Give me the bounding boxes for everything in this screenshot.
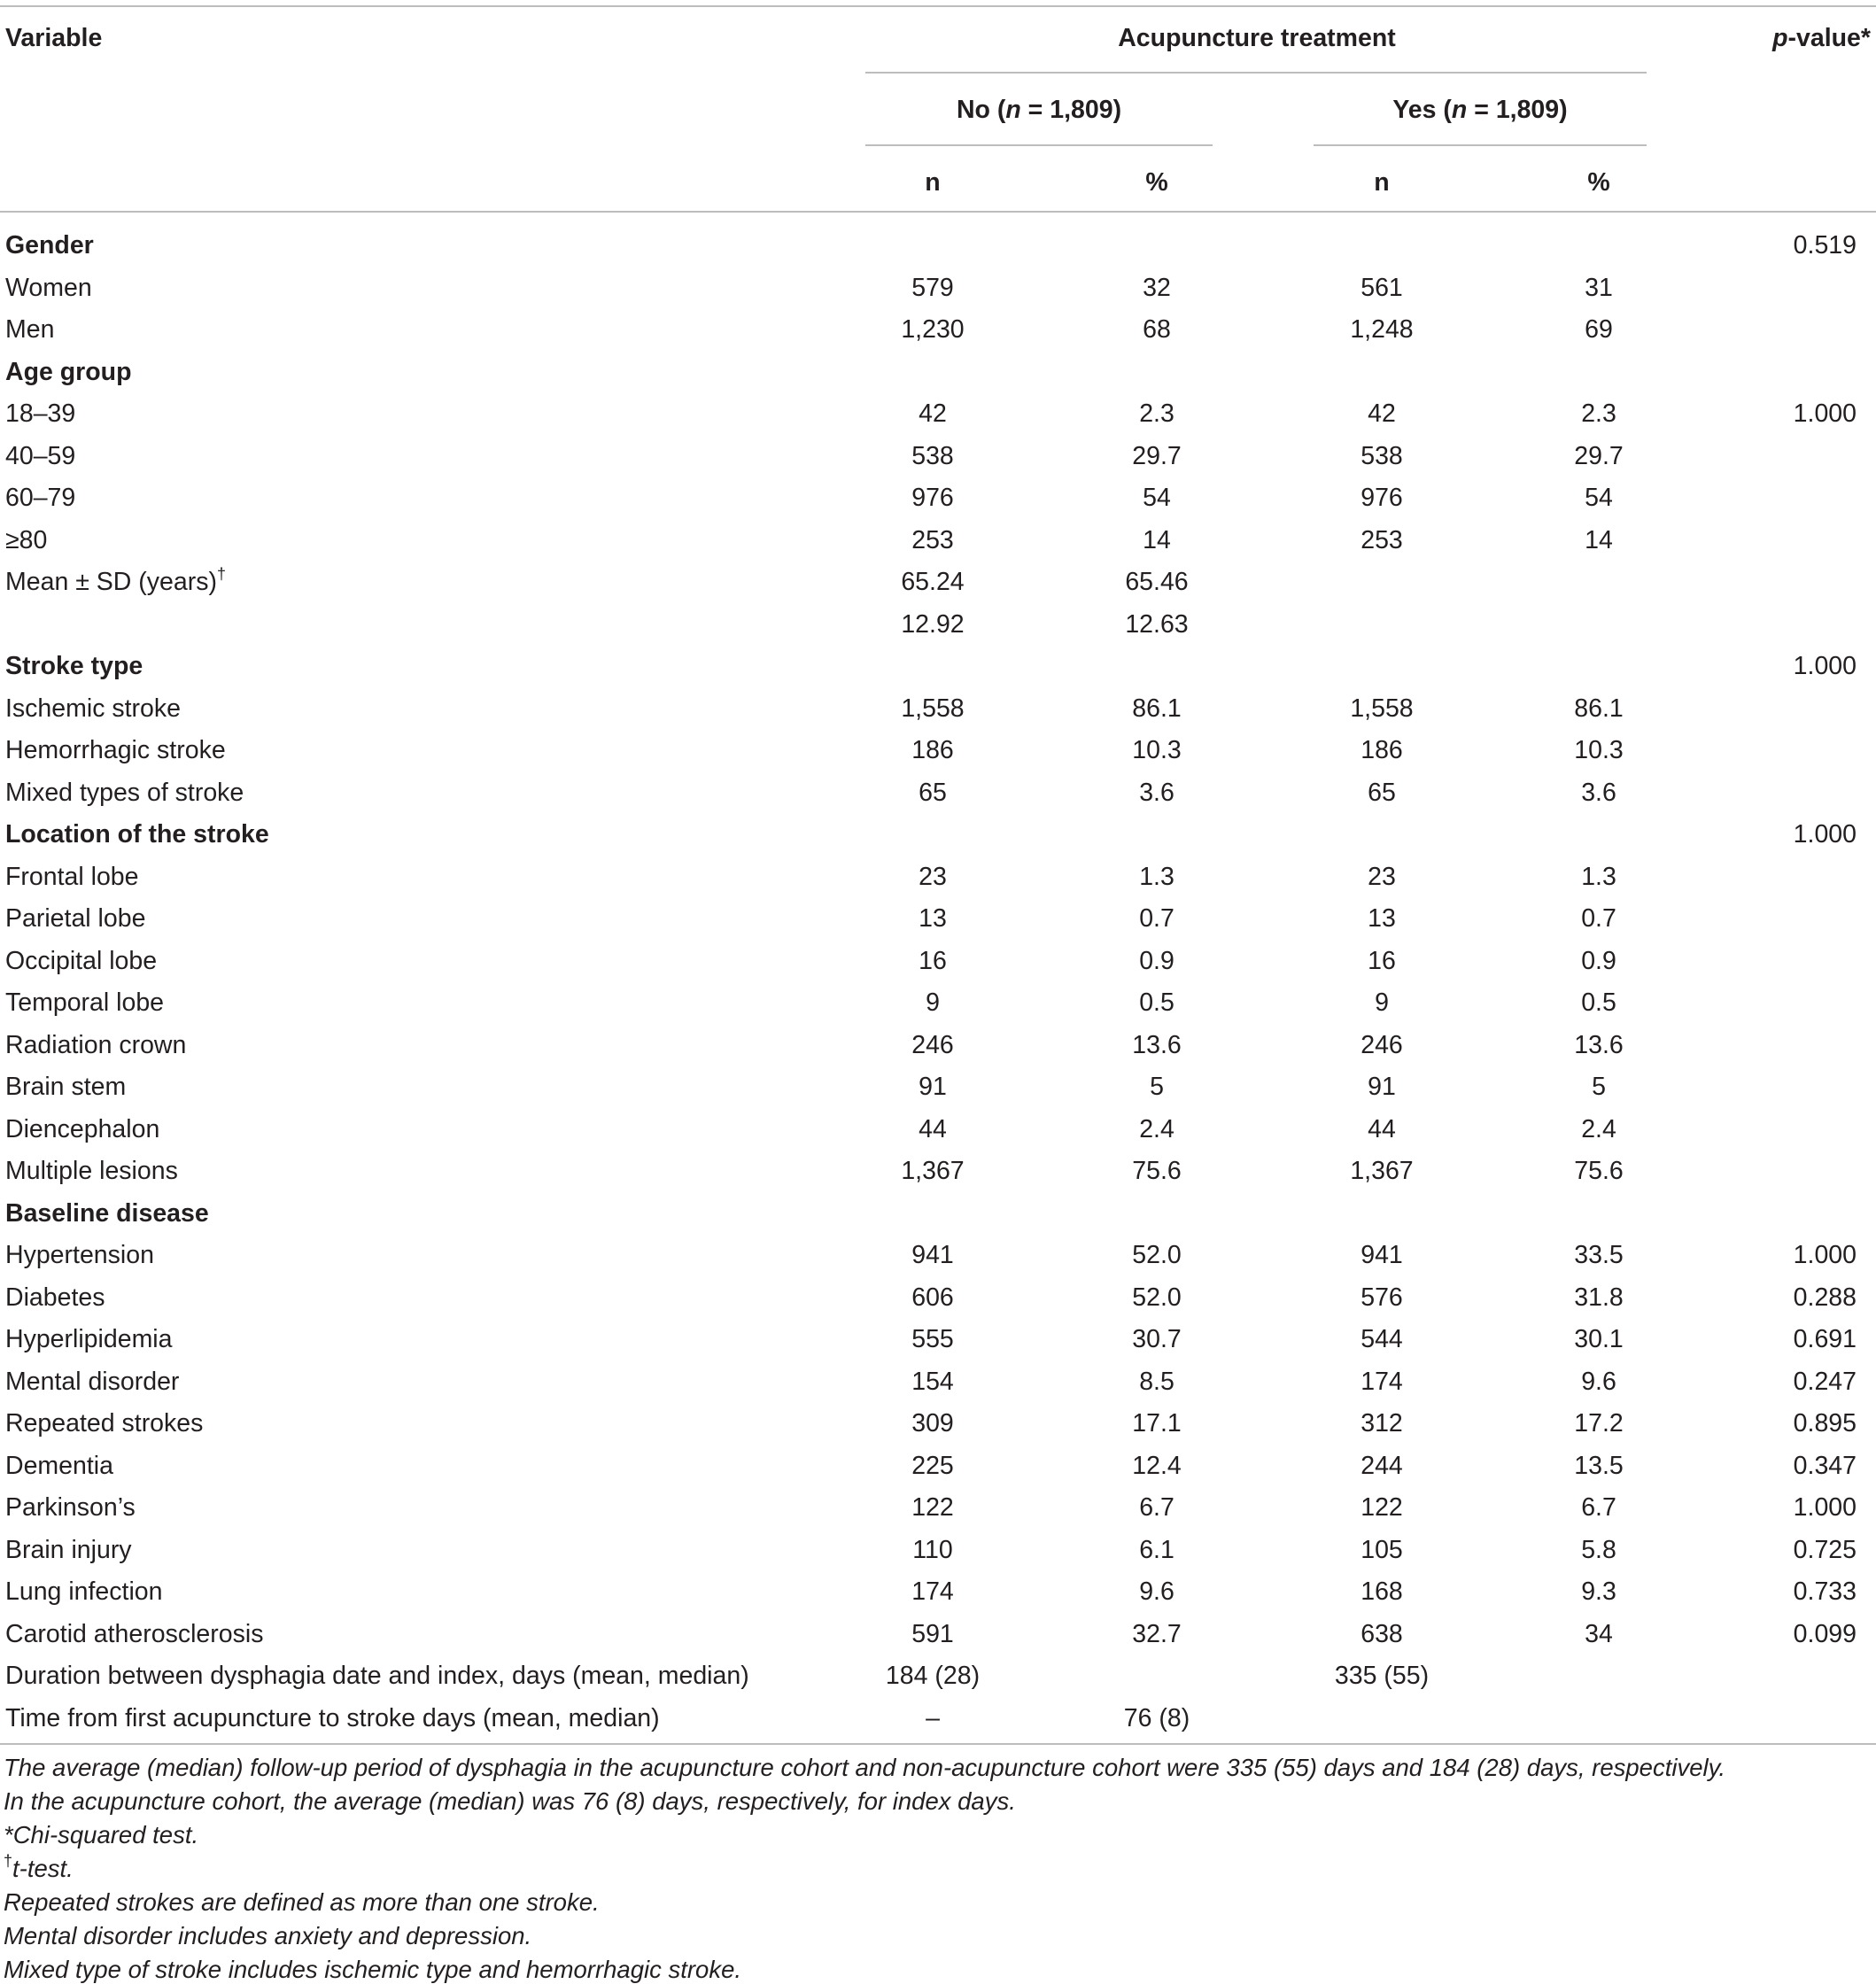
section-heading-gender bbox=[5, 233, 94, 259]
footnote bbox=[4, 1755, 1725, 1780]
cell-yes-n: 941 bbox=[1360, 1241, 1403, 1269]
cell-p-value: 0.725 bbox=[1793, 1536, 1857, 1564]
cell-no-pct: 0.9 bbox=[1139, 947, 1174, 975]
cell-no-n: 13 bbox=[919, 904, 947, 933]
cell-p-value: 1.000 bbox=[1793, 1241, 1857, 1269]
row-label-repeated-strokes bbox=[5, 1411, 203, 1437]
row-label-hyperlipidemia bbox=[5, 1327, 173, 1352]
cell-yes-n: 561 bbox=[1360, 274, 1403, 302]
cell-p-value: 0.347 bbox=[1793, 1452, 1857, 1480]
row-label-text: Time from first acupuncture to stroke days (mean, median) bbox=[5, 1704, 660, 1732]
cell-yes-n: 65 bbox=[1368, 779, 1396, 807]
row-label-text: Radiation crown bbox=[5, 1031, 187, 1059]
cell-no-n: 91 bbox=[919, 1073, 947, 1101]
group-yes-rule bbox=[1314, 144, 1647, 146]
footnote-text: Mixed type of stroke includes ischemic type and hemorrhagic stroke. bbox=[4, 1956, 742, 1983]
header-group-no bbox=[957, 97, 1121, 123]
cell-no-pct: 86.1 bbox=[1132, 694, 1182, 723]
cell-p-value: 0.247 bbox=[1793, 1368, 1857, 1396]
header-group-yes-post: = 1,809) bbox=[1467, 96, 1568, 124]
cell-no-pct: 14 bbox=[1143, 526, 1171, 554]
row-label-mental-disorder bbox=[5, 1369, 179, 1395]
row-label-occipital-lobe bbox=[5, 949, 157, 974]
row-label-text: Stroke type bbox=[5, 652, 143, 680]
cell-no-n: 154 bbox=[911, 1368, 954, 1396]
cell-no-n: 309 bbox=[911, 1409, 954, 1438]
cell-no-n: 1,230 bbox=[901, 315, 965, 344]
header-group-no-n: n bbox=[1005, 96, 1021, 124]
cell-p-value: 0.099 bbox=[1793, 1620, 1857, 1648]
row-label-text: Parietal lobe bbox=[5, 904, 146, 933]
row-label-frontal-lobe bbox=[5, 864, 139, 890]
header-group-no-pre: No ( bbox=[956, 96, 1006, 124]
row-label-text: Gender bbox=[5, 231, 94, 260]
cell-yes-pct: 33.5 bbox=[1574, 1241, 1624, 1269]
cell-yes-pct: 3.6 bbox=[1581, 779, 1616, 807]
cell-no-n: 23 bbox=[919, 863, 947, 891]
cell-p-value: 1.000 bbox=[1793, 399, 1857, 428]
row-label-80 bbox=[5, 528, 47, 554]
row-label-text: Temporal lobe bbox=[5, 988, 165, 1017]
cell-p-value: 1.000 bbox=[1793, 652, 1857, 680]
cell-no-pct: 2.3 bbox=[1139, 399, 1174, 428]
header-variable: Variable bbox=[5, 24, 103, 52]
dagger-marker: † bbox=[216, 565, 226, 583]
cell-yes-pct: 30.1 bbox=[1574, 1325, 1624, 1353]
cell-yes-pct: 31 bbox=[1585, 274, 1613, 302]
row-label-dementia bbox=[5, 1453, 113, 1479]
cell-no-pct: 54 bbox=[1143, 484, 1171, 512]
row-label-text: Mental disorder bbox=[5, 1368, 180, 1396]
row-label-text: Men bbox=[5, 315, 55, 344]
header-bottom-rule bbox=[0, 211, 1876, 213]
cell-no-n: – bbox=[926, 1704, 940, 1732]
row-label-text: Mean ± SD (years) bbox=[5, 568, 217, 596]
cell-no-n: 122 bbox=[911, 1493, 954, 1522]
cell-yes-pct: 9.3 bbox=[1581, 1577, 1616, 1606]
cell-p-value: 0.288 bbox=[1793, 1283, 1857, 1312]
header-p-value bbox=[1772, 26, 1871, 51]
row-label-text: Ischemic stroke bbox=[5, 694, 181, 723]
cell-no-n: 555 bbox=[911, 1325, 954, 1353]
cell-yes-pct: 1.3 bbox=[1581, 863, 1616, 891]
cell-no-n: 606 bbox=[911, 1283, 954, 1312]
cell-yes-n: 13 bbox=[1368, 904, 1396, 933]
cell-no-pct: 5 bbox=[1150, 1073, 1164, 1101]
cell-no-n: 941 bbox=[911, 1241, 954, 1269]
row-label-text: Diencephalon bbox=[5, 1115, 160, 1143]
cell-no-pct: 0.5 bbox=[1139, 988, 1174, 1017]
cell-yes-pct: 9.6 bbox=[1581, 1368, 1616, 1396]
cell-yes-pct: 86.1 bbox=[1574, 694, 1624, 723]
cell-no-pct: 12.4 bbox=[1132, 1452, 1182, 1480]
subheader-yes-n: n bbox=[1374, 168, 1390, 197]
cell-yes-n: 105 bbox=[1360, 1536, 1403, 1564]
cell-yes-pct: 54 bbox=[1585, 484, 1613, 512]
cell-yes-pct: 5.8 bbox=[1581, 1536, 1616, 1564]
footnote-text: In the acupuncture cohort, the average (median) was 76 (8) days, respectively, for index days. bbox=[4, 1787, 1016, 1815]
row-label-hemorrhagic-stroke bbox=[5, 738, 226, 763]
cell-yes-n: 576 bbox=[1360, 1283, 1403, 1312]
header-group-no-post: = 1,809) bbox=[1020, 96, 1122, 124]
footnote-text: Repeated strokes are defined as more than one stroke. bbox=[4, 1888, 600, 1916]
cell-yes-n: 122 bbox=[1360, 1493, 1403, 1522]
cell-yes-n: 1,367 bbox=[1350, 1157, 1414, 1185]
cell-no-pct: 30.7 bbox=[1132, 1325, 1182, 1353]
section-heading-location-of-the-stroke bbox=[5, 822, 269, 848]
cell-p-value: 0.733 bbox=[1793, 1577, 1857, 1606]
cell-yes-n: 44 bbox=[1368, 1115, 1396, 1143]
cell-no-n: 579 bbox=[911, 274, 954, 302]
cell-yes-pct: 13.6 bbox=[1574, 1031, 1624, 1059]
row-label-radiation-crown bbox=[5, 1033, 186, 1058]
cell-no-n: 12.92 bbox=[901, 610, 965, 639]
cell-yes-n: 23 bbox=[1368, 863, 1396, 891]
footnote-text: Mental disorder includes anxiety and depression. bbox=[4, 1922, 532, 1949]
row-label-text: Brain stem bbox=[5, 1073, 127, 1101]
footnote-text: t-test. bbox=[12, 1855, 74, 1882]
cell-no-pct: 2.4 bbox=[1139, 1115, 1174, 1143]
section-heading-age-group bbox=[5, 360, 132, 385]
row-label-60-79 bbox=[5, 485, 75, 511]
cell-yes-n: 244 bbox=[1360, 1452, 1403, 1480]
footnote-text: *Chi-squared test. bbox=[4, 1821, 199, 1848]
row-label-mixed-types-of-stroke bbox=[5, 780, 244, 806]
section-heading-baseline-disease bbox=[5, 1201, 209, 1227]
row-label-text: Mixed types of stroke bbox=[5, 779, 244, 807]
cell-p-value: 0.519 bbox=[1793, 231, 1857, 260]
cell-yes-pct: 17.2 bbox=[1574, 1409, 1624, 1438]
row-label-brain-injury bbox=[5, 1538, 132, 1563]
cell-yes-n: 976 bbox=[1360, 484, 1403, 512]
row-label-text: Lung infection bbox=[5, 1577, 163, 1606]
row-label-lung-infection bbox=[5, 1579, 162, 1605]
cell-yes-n: 9 bbox=[1375, 988, 1389, 1017]
row-label-diencephalon bbox=[5, 1117, 159, 1143]
cell-no-n: 110 bbox=[912, 1536, 953, 1564]
acupuncture-span-rule bbox=[865, 72, 1647, 74]
cell-yes-n: 1,248 bbox=[1350, 315, 1414, 344]
header-group-yes-n: n bbox=[1451, 96, 1468, 124]
cell-yes-pct: 6.7 bbox=[1581, 1493, 1616, 1522]
cell-yes-n: 1,558 bbox=[1350, 694, 1414, 723]
row-label-ischemic-stroke bbox=[5, 696, 181, 722]
row-label-text: Hyperlipidemia bbox=[5, 1325, 173, 1353]
cell-yes-pct: 10.3 bbox=[1574, 736, 1624, 764]
cell-yes-pct: 29.7 bbox=[1574, 442, 1624, 470]
cell-yes-n: 174 bbox=[1360, 1368, 1403, 1396]
row-label-text: Location of the stroke bbox=[5, 820, 269, 849]
cell-no-pct: 10.3 bbox=[1132, 736, 1182, 764]
cell-no-n: 9 bbox=[926, 988, 940, 1017]
cell-no-n: 184 (28) bbox=[885, 1662, 981, 1690]
footnote-text: The average (median) follow-up period of dysphagia in the acupuncture cohort and non-acupuncture cohort were 335 (55) days and 184 (28) days, respectively. bbox=[4, 1754, 1725, 1781]
cell-yes-pct: 2.4 bbox=[1581, 1115, 1616, 1143]
cell-yes-pct: 5 bbox=[1592, 1073, 1606, 1101]
cell-no-n: 1,367 bbox=[901, 1157, 965, 1185]
row-label-multiple-lesions bbox=[5, 1159, 178, 1184]
cell-no-n: 1,558 bbox=[901, 694, 965, 723]
cell-yes-pct: 13.5 bbox=[1574, 1452, 1624, 1480]
cell-yes-n: 335 (55) bbox=[1334, 1662, 1430, 1690]
cell-no-n: 253 bbox=[911, 526, 954, 554]
row-label-text: Repeated strokes bbox=[5, 1409, 204, 1438]
cell-no-n: 246 bbox=[911, 1031, 954, 1059]
footnote bbox=[4, 1789, 1016, 1814]
cell-no-pct: 17.1 bbox=[1132, 1409, 1182, 1438]
cell-no-n: 186 bbox=[911, 736, 954, 764]
cell-yes-pct: 0.9 bbox=[1581, 947, 1616, 975]
cell-no-pct: 12.63 bbox=[1125, 610, 1189, 639]
cell-no-n: 976 bbox=[911, 484, 954, 512]
row-label-text: Multiple lesions bbox=[5, 1157, 178, 1185]
row-label-brain-stem bbox=[5, 1074, 126, 1100]
cell-no-pct: 0.7 bbox=[1139, 904, 1174, 933]
row-label-text: Age group bbox=[5, 358, 132, 386]
cell-no-pct: 76 (8) bbox=[1123, 1704, 1190, 1732]
cell-no-pct: 32 bbox=[1143, 274, 1171, 302]
cell-p-value: 0.691 bbox=[1793, 1325, 1857, 1353]
cell-yes-pct: 34 bbox=[1585, 1620, 1613, 1648]
cell-no-pct: 3.6 bbox=[1139, 779, 1174, 807]
row-label-text: Occipital lobe bbox=[5, 947, 158, 975]
cell-no-pct: 75.6 bbox=[1132, 1157, 1182, 1185]
cell-no-pct: 68 bbox=[1143, 315, 1171, 344]
row-label-text: Baseline disease bbox=[5, 1199, 209, 1228]
footnote bbox=[4, 1852, 74, 1882]
row-label-hypertension bbox=[5, 1243, 154, 1268]
cell-yes-pct: 75.6 bbox=[1574, 1157, 1624, 1185]
cell-yes-n: 638 bbox=[1360, 1620, 1403, 1648]
header-p-value-rest: -value* bbox=[1787, 24, 1871, 52]
cell-no-n: 44 bbox=[919, 1115, 947, 1143]
cell-no-pct: 29.7 bbox=[1132, 442, 1182, 470]
cell-yes-n: 186 bbox=[1360, 736, 1403, 764]
cell-yes-n: 544 bbox=[1360, 1325, 1403, 1353]
cell-no-pct: 8.5 bbox=[1139, 1368, 1174, 1396]
header-p-value-p: p bbox=[1772, 24, 1788, 52]
row-label-text: Parkinson’s bbox=[5, 1493, 136, 1522]
row-label-text: Brain injury bbox=[5, 1536, 132, 1564]
subheader-no-pct: % bbox=[1145, 168, 1168, 197]
row-label-carotid-atherosclerosis bbox=[5, 1622, 263, 1647]
cell-yes-pct: 31.8 bbox=[1574, 1283, 1624, 1312]
cell-yes-n: 168 bbox=[1360, 1577, 1403, 1606]
footnote bbox=[4, 1957, 741, 1982]
cell-yes-n: 16 bbox=[1368, 947, 1396, 975]
header-group-yes-pre: Yes ( bbox=[1392, 96, 1452, 124]
row-label-mean-sd-years bbox=[5, 565, 226, 596]
header-acupuncture-treatment: Acupuncture treatment bbox=[1118, 24, 1396, 52]
cell-no-n: 538 bbox=[911, 442, 954, 470]
row-label-parkinson-s bbox=[5, 1495, 136, 1521]
cell-no-pct: 1.3 bbox=[1139, 863, 1174, 891]
cell-yes-n: 538 bbox=[1360, 442, 1403, 470]
cell-no-pct: 52.0 bbox=[1132, 1241, 1182, 1269]
row-label-temporal-lobe bbox=[5, 990, 164, 1016]
cell-yes-n: 246 bbox=[1360, 1031, 1403, 1059]
cell-yes-pct: 0.5 bbox=[1581, 988, 1616, 1017]
row-label-time-from-first-acupuncture-to-stroke-days-mean-median bbox=[5, 1706, 660, 1732]
cell-yes-pct: 69 bbox=[1585, 315, 1613, 344]
row-label-text: Dementia bbox=[5, 1452, 113, 1480]
cell-no-pct: 9.6 bbox=[1139, 1577, 1174, 1606]
row-label-18-39 bbox=[5, 401, 75, 427]
cell-no-pct: 13.6 bbox=[1132, 1031, 1182, 1059]
row-label-text: 18–39 bbox=[5, 399, 76, 428]
cell-yes-n: 253 bbox=[1360, 526, 1403, 554]
row-label-duration-between-dysphagia-date-and-index-days-mean-median bbox=[5, 1663, 749, 1689]
row-label-40-59 bbox=[5, 444, 75, 469]
cell-no-pct: 6.7 bbox=[1139, 1493, 1174, 1522]
row-label-text: 60–79 bbox=[5, 484, 76, 512]
cell-yes-pct: 0.7 bbox=[1581, 904, 1616, 933]
footnote bbox=[4, 1823, 198, 1848]
cell-p-value: 1.000 bbox=[1793, 1493, 1857, 1522]
row-label-text: Hemorrhagic stroke bbox=[5, 736, 226, 764]
cell-yes-pct: 2.3 bbox=[1581, 399, 1616, 428]
row-label-text: Carotid atherosclerosis bbox=[5, 1620, 264, 1648]
row-label-diabetes bbox=[5, 1285, 105, 1311]
cell-p-value: 1.000 bbox=[1793, 820, 1857, 849]
cell-no-pct: 6.1 bbox=[1139, 1536, 1174, 1564]
cell-yes-n: 312 bbox=[1360, 1409, 1403, 1438]
cell-no-n: 174 bbox=[911, 1577, 954, 1606]
row-label-text: Diabetes bbox=[5, 1283, 105, 1312]
row-label-men bbox=[5, 317, 54, 343]
header-group-yes bbox=[1392, 97, 1567, 123]
cell-no-pct: 32.7 bbox=[1132, 1620, 1182, 1648]
section-heading-stroke-type bbox=[5, 654, 143, 679]
subheader-no-n: n bbox=[925, 168, 941, 197]
cell-yes-n: 91 bbox=[1368, 1073, 1396, 1101]
row-label-text: Women bbox=[5, 274, 92, 302]
dagger-marker: † bbox=[4, 1852, 13, 1870]
cell-no-n: 42 bbox=[919, 399, 947, 428]
row-label-text: Hypertension bbox=[5, 1241, 154, 1269]
cell-no-n: 591 bbox=[911, 1620, 954, 1648]
cell-yes-pct: 14 bbox=[1585, 526, 1613, 554]
cell-no-pct: 65.46 bbox=[1125, 568, 1189, 596]
row-label-text: Duration between dysphagia date and index, days (mean, median) bbox=[5, 1662, 749, 1690]
cell-no-n: 65.24 bbox=[901, 568, 965, 596]
row-label-text: 40–59 bbox=[5, 442, 76, 470]
cell-no-n: 225 bbox=[911, 1452, 954, 1480]
footnote bbox=[4, 1924, 531, 1949]
group-no-rule bbox=[865, 144, 1213, 146]
row-label-text: Frontal lobe bbox=[5, 863, 139, 891]
table-bottom-rule bbox=[0, 1743, 1876, 1745]
row-label-women bbox=[5, 275, 92, 301]
cell-yes-n: 42 bbox=[1368, 399, 1396, 428]
cell-no-n: 65 bbox=[919, 779, 947, 807]
row-label-parietal-lobe bbox=[5, 906, 145, 932]
row-label-text: ≥80 bbox=[5, 526, 48, 554]
footnote bbox=[4, 1890, 600, 1915]
cell-no-pct: 52.0 bbox=[1132, 1283, 1182, 1312]
cell-no-n: 16 bbox=[919, 947, 947, 975]
cell-p-value: 0.895 bbox=[1793, 1409, 1857, 1438]
subheader-yes-pct: % bbox=[1587, 168, 1610, 197]
top-rule bbox=[0, 5, 1876, 7]
